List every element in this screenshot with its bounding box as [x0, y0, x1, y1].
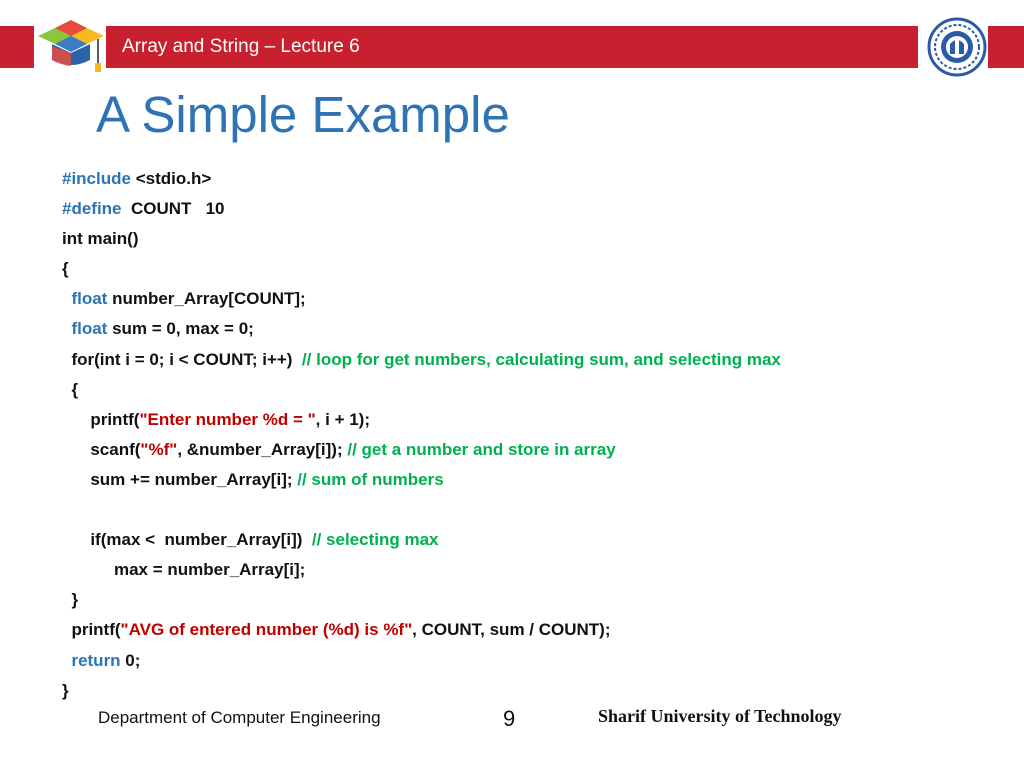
graduation-cap-puzzle-icon: [36, 16, 106, 78]
code-comment: // loop for get numbers, calculating sum, and selecting max: [301, 349, 781, 369]
code-line: [62, 495, 962, 525]
code-text: }: [62, 590, 79, 610]
code-keyword: #define: [62, 199, 122, 219]
code-text: , COUNT, sum / COUNT);: [412, 620, 611, 640]
code-text: {: [62, 379, 79, 399]
code-text: printf(: [62, 620, 121, 640]
code-line: [62, 224, 962, 254]
code-line: [62, 525, 962, 555]
code-text: printf(: [62, 409, 140, 429]
sharif-university-seal-icon: [926, 14, 988, 80]
code-text: for(int i = 0; i < COUNT; i++): [62, 349, 302, 369]
code-line: [62, 615, 962, 645]
footer-university: Sharif University of Technology: [598, 706, 842, 726]
code-comment: // sum of numbers: [297, 469, 444, 489]
code-text: {: [62, 259, 69, 279]
code-line: [62, 284, 962, 314]
code-keyword: float: [71, 289, 108, 309]
code-text: if(max < number_Array[i]): [62, 530, 312, 550]
lecture-title: Array and String – Lecture 6: [122, 36, 360, 57]
code-line: [62, 254, 962, 284]
code-text: number_Array[COUNT];: [107, 289, 306, 309]
code-line: [62, 375, 962, 405]
code-text: sum += number_Array[i];: [62, 469, 298, 489]
code-string: "%f": [140, 439, 178, 459]
code-line: [62, 164, 962, 194]
code-text: <stdio.h>: [130, 169, 212, 188]
code-line: [62, 345, 962, 375]
code-text: scanf(: [62, 439, 141, 459]
code-string: "Enter number %d = ": [139, 409, 316, 429]
code-line: [62, 435, 962, 465]
code-text: , &number_Array[i]);: [177, 439, 348, 459]
code-text: sum = 0, max = 0;: [107, 319, 254, 339]
page-number: 9: [503, 706, 516, 731]
code-line: [62, 405, 962, 435]
code-text: 0;: [120, 650, 141, 670]
footer-department: Department of Computer Engineering: [98, 708, 381, 727]
code-line: [62, 194, 962, 224]
code-line: [62, 676, 962, 706]
code-line: [62, 314, 962, 344]
code-comment: // selecting max: [311, 530, 439, 550]
code-text: , i + 1);: [315, 409, 370, 429]
header-band-right: [988, 26, 1024, 68]
code-keyword: return: [71, 650, 121, 670]
code-text: COUNT 10: [121, 199, 225, 219]
code-line: [62, 465, 962, 495]
code-line: [62, 585, 962, 615]
code-line: [62, 555, 962, 585]
code-text: int main(): [62, 229, 139, 249]
code-keyword: float: [71, 319, 108, 339]
code-keyword: #include: [62, 169, 131, 188]
code-string: "AVG of entered number (%d) is %f": [120, 620, 413, 640]
code-text: max = number_Array[i];: [62, 560, 306, 580]
header-band-left: [0, 26, 34, 68]
code-comment: // get a number and store in array: [347, 439, 616, 459]
code-line: [62, 646, 962, 676]
code-text: }: [62, 680, 69, 700]
slide-title: A Simple Example: [96, 86, 510, 143]
code-block: [62, 164, 962, 706]
